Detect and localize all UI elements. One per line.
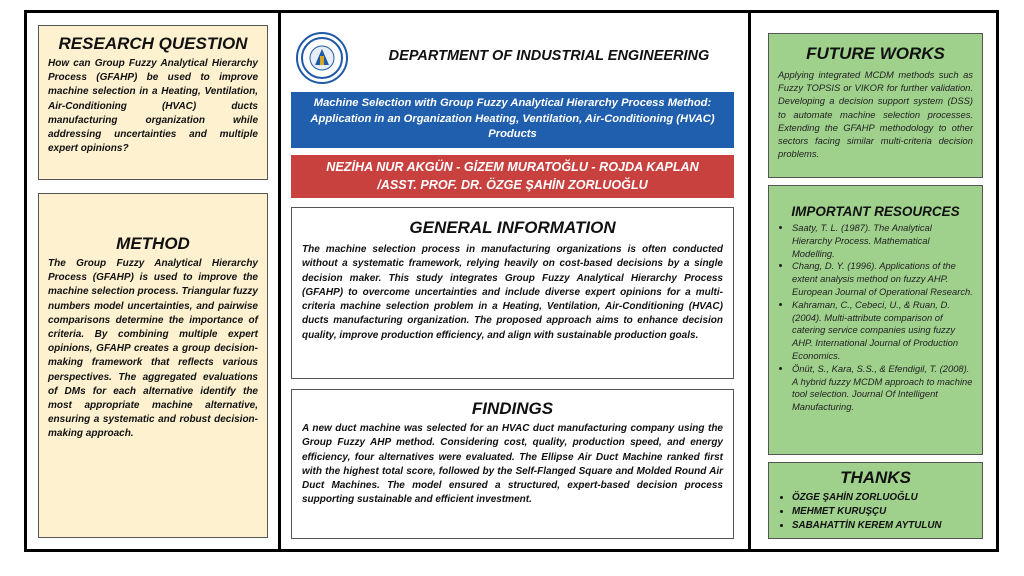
important-resources-title: IMPORTANT RESOURCES bbox=[791, 204, 960, 219]
method-title: METHOD bbox=[116, 234, 190, 253]
resource-item: • Önüt, S., Kara, S.S., & Efendigil, T. (2008). A hybrid fuzzy MCDM approach to machine tool selection. Journal Of Intelligent Manufacturing. bbox=[792, 363, 973, 414]
general-information-box bbox=[291, 207, 734, 379]
thanks-box bbox=[768, 462, 983, 539]
research-question-title: RESEARCH QUESTION bbox=[58, 34, 248, 53]
thanks-item: • ÖZGE ŞAHİN ZORLUOĞLU bbox=[792, 491, 973, 505]
authors-box bbox=[291, 155, 734, 198]
right-divider bbox=[748, 10, 751, 552]
resource-item: • Saaty, T. L. (1987). The Analytical Hierarchy Process. Mathematical Modelling. bbox=[792, 222, 973, 260]
thanks-item: • SABAHATTİN KEREM AYTULUN bbox=[792, 519, 973, 533]
research-question-text: How can Group Fuzzy Analytical Hierarchy Process (GFAHP) be used to improve machine selection in a Heating, Ventilation, Air-Conditioning (HVAC) ducts manufacturing organization while addressing uncertainties and multiple expert opinions? bbox=[48, 58, 258, 155]
resource-item: • Chang, D. Y. (1996). Applications of the extent analysis method on fuzzy AHP. European Journal of Operational Research. bbox=[792, 260, 973, 298]
resource-item: • Kahraman, C., Cebeci, U., & Ruan, D. (2004). Multi-attribute comparison of catering service companies using fuzzy AHP. International Journal of Production Economics. bbox=[792, 299, 973, 363]
method-text: The Group Fuzzy Analytical Hierarchy Process (GFAHP) is used to improve the machine selection process. Triangular fuzzy numbers model uncertainties, and pairwise comparisons determine the importance of criteria. By combining multiple expert opinions, GFAHP creates a group decision-making framework that reflects various perspectives. The aggregated evaluations of DMs for each alternative identify the most appropriate machine alternative, ensuring a systematic and robust decision-making approach. bbox=[48, 258, 258, 440]
university-emblem-icon bbox=[298, 34, 346, 82]
method-box bbox=[38, 193, 268, 538]
future-works-box bbox=[768, 33, 983, 178]
left-divider bbox=[278, 10, 281, 552]
authors-advisor: /ASST. PROF. DR. ÖZGE ŞAHİN ZORLUOĞLU bbox=[377, 178, 648, 192]
findings-box bbox=[291, 389, 734, 539]
university-logo bbox=[296, 32, 348, 84]
future-works-title: FUTURE WORKS bbox=[806, 44, 945, 63]
thanks-item: • MEHMET KURUŞÇU bbox=[792, 505, 973, 519]
poster-title: Machine Selection with Group Fuzzy Analytical Hierarchy Process Method: Application in an Organization Heating, Ventilation, Air-Conditioning (HVAC) Products bbox=[291, 92, 734, 148]
research-question-box bbox=[38, 25, 268, 180]
important-resources-box bbox=[768, 185, 983, 455]
resources-list bbox=[778, 222, 973, 414]
findings-title: FINDINGS bbox=[471, 399, 554, 418]
department-title: DEPARTMENT OF INDUSTRIAL ENGINEERING bbox=[388, 48, 710, 64]
general-information-text: The machine selection process in manufacturing organizations is often conducted without a systematic framework, relying heavily on cost-based decisions by a single decision maker. This study integrates Group Fuzzy Analytical Hierarchy Process (GFAHP) to overcome uncertainties and include diverse expert opinions for a multi-criteria machine selection problem in a Heating, Ventilation, Air-Conditioning (HVAC) ducts manufacturing organization. The proposed approach aims to enhance decision quality, improve production efficiency, and align with sustainable production goals. bbox=[302, 244, 723, 341]
authors-students: NEZİHA NUR AKGÜN - GİZEM MURATOĞLU - ROJDA KAPLAN bbox=[326, 160, 699, 174]
thanks-list bbox=[778, 491, 973, 533]
findings-text: A new duct machine was selected for an HVAC duct manufacturing company using the Group Fuzzy AHP method. Considering cost, quality, production speed, and energy efficiency, four alternatives were evaluated. The Ellipse Air Duct Machine ranked first with the highest total score, followed by the Self-Flanged Square and Molded Round Air Duct Machines. The model ensured a structured, expert-based decision process supporting sustainable and efficient investment. bbox=[302, 423, 723, 506]
general-information-title: GENERAL INFORMATION bbox=[409, 218, 616, 237]
future-works-text: Applying integrated MCDM methods such as Fuzzy TOPSIS or VIKOR for further validation. Developing a decision support system (DSS) to automate machine selection processes. Extending the GFAHP methodology to other sectors facing similar multi-criteria decision problems. bbox=[778, 69, 973, 160]
thanks-title: THANKS bbox=[840, 468, 911, 487]
